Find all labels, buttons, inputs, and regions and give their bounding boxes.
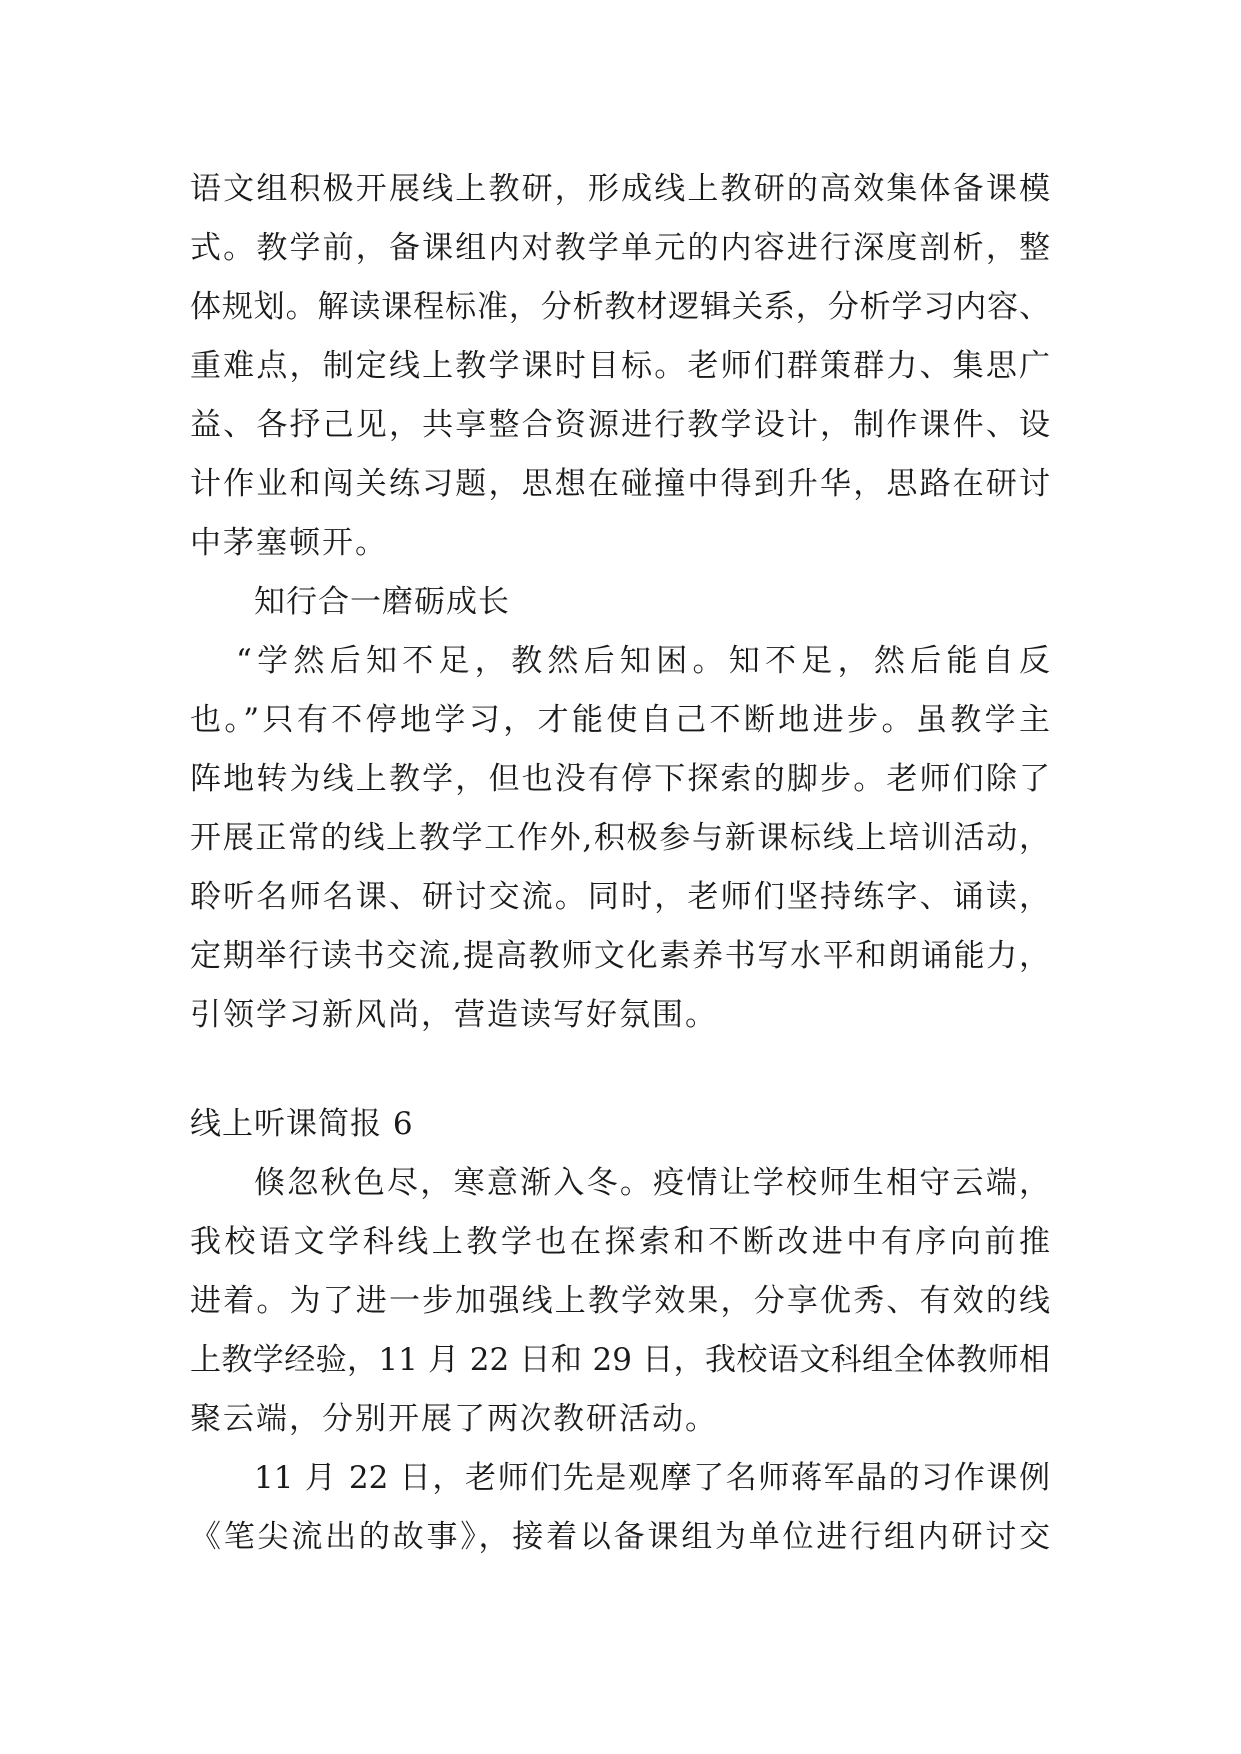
paragraph-line: 开展正常的线上教学工作外,积极参与新课标线上培训活动，	[190, 820, 1050, 856]
paragraph-line: 益、各抒己见，共享整合资源进行教学设计，制作课件、设	[190, 407, 1050, 443]
paragraph-line: 聆听名师名课、研讨交流。同时，老师们坚持练字、诵读，	[190, 879, 1050, 915]
paragraph-line: “学然后知不足，教然后知困。知不足，然后能自反	[236, 643, 1050, 679]
article-title: 线上听课简报 6	[190, 1106, 414, 1142]
paragraph-line: 中茅塞顿开。	[190, 525, 388, 561]
paragraph-line: 重难点，制定线上教学课时目标。老师们群策群力、集思广	[190, 348, 1050, 384]
paragraph-line: 聚云端，分别开展了两次教研活动。	[190, 1401, 718, 1437]
paragraph-line: 语文组积极开展线上教研，形成线上教研的高效集体备课模	[190, 171, 1050, 207]
paragraph-line: 《笔尖流出的故事》，接着以备课组为单位进行组内研讨交	[190, 1519, 1050, 1555]
paragraph-line: 我校语文学科线上教学也在探索和不断改进中有序向前推	[190, 1224, 1050, 1260]
paragraph-line: 引领学习新风尚，营造读写好氛围。	[190, 997, 718, 1033]
paragraph-line: 进着。为了进一步加强线上教学效果，分享优秀、有效的线	[190, 1283, 1050, 1319]
paragraph-line: 倏忽秋色尽，寒意渐入冬。疫情让学校师生相守云端，	[254, 1165, 1050, 1201]
paragraph-line: 11 月 22 日，老师们先是观摩了名师蒋军晶的习作课例	[254, 1460, 1050, 1496]
paragraph-line: 阵地转为线上教学，但也没有停下探索的脚步。老师们除了	[190, 761, 1050, 797]
paragraph-line: 式。教学前，备课组内对教学单元的内容进行深度剖析，整	[190, 230, 1050, 266]
paragraph-line: 计作业和闯关练习题，思想在碰撞中得到升华，思路在研讨	[190, 466, 1050, 502]
paragraph-line: 定期举行读书交流,提高教师文化素养书写水平和朗诵能力，	[190, 938, 1050, 974]
paragraph-line: 也。”只有不停地学习，才能使自己不断地进步。虽教学主	[190, 702, 1050, 738]
section-heading: 知行合一磨砺成长	[254, 584, 510, 620]
paragraph-line: 上教学经验，11 月 22 日和 29 日，我校语文科组全体教师相	[190, 1342, 1050, 1378]
paragraph-line: 体规划。解读课程标准，分析教材逻辑关系，分析学习内容、	[190, 289, 1050, 325]
